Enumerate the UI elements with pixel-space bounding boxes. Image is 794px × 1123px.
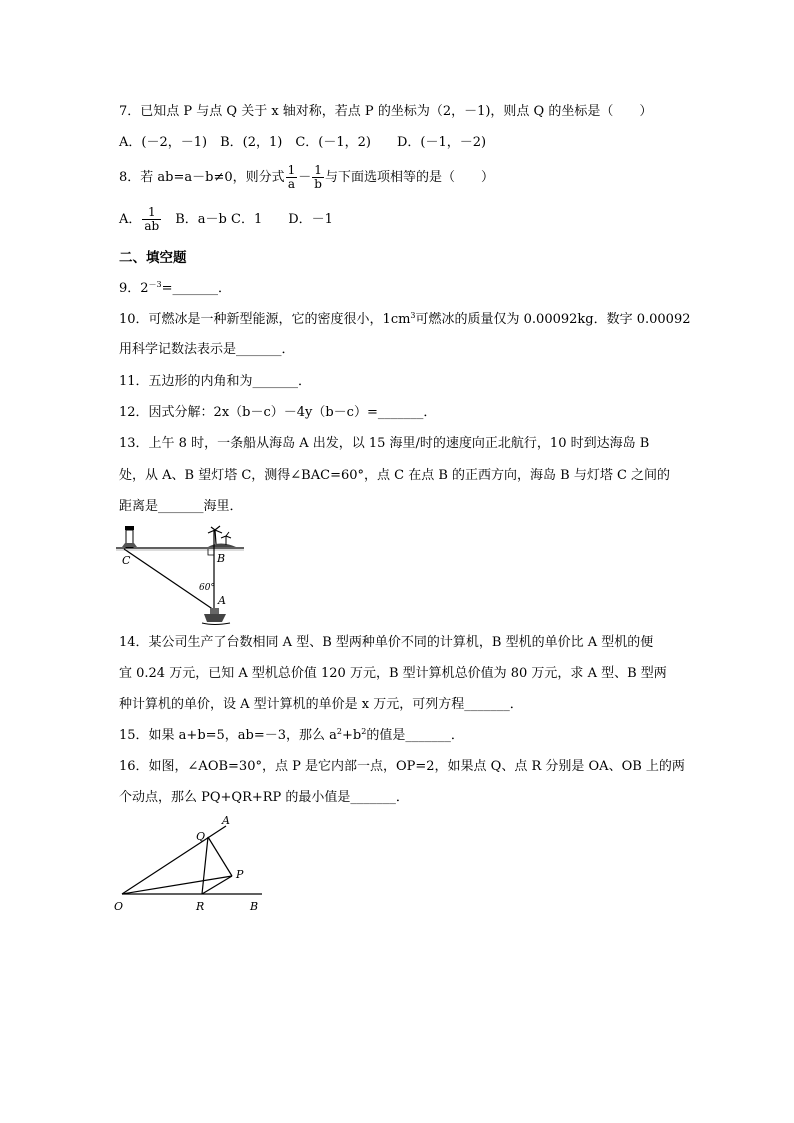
q9-exponent: －3 bbox=[148, 280, 162, 289]
q8-frac2-numerator: 1 bbox=[312, 164, 324, 178]
lighthouse-icon bbox=[122, 526, 137, 547]
q8-fraction-1-over-b bbox=[312, 164, 324, 191]
ship-icon bbox=[202, 608, 230, 625]
q10-line-1 bbox=[119, 311, 691, 329]
q7-stem: 7．已知点 P 与点 Q 关于 x 轴对称，若点 P 的坐标为（2，－1)，则点 Q 的坐标是（ ） bbox=[119, 104, 653, 119]
q13-line-ca bbox=[124, 549, 214, 610]
q13-lighthouse-figure bbox=[112, 522, 252, 626]
q8-opt-a-numerator: 1 bbox=[142, 206, 161, 220]
q16-ray-oa bbox=[122, 826, 226, 894]
island-palm-icon bbox=[208, 526, 236, 547]
q14-line-1: 14．某公司生产了台数相同 A 型、B 型两种单价不同的计算机，B 型机的单价比 A 型机的便 bbox=[119, 635, 654, 650]
q8-option-a-fraction bbox=[142, 206, 161, 233]
q15-text-pre: 15．如果 a+b=5，ab=－3，那么 a bbox=[119, 728, 337, 743]
q16-label-p: P bbox=[236, 868, 244, 881]
q13-line-3: 距离是_______海里． bbox=[119, 499, 243, 514]
q10-superscript: 3 bbox=[410, 311, 416, 320]
q9-text-pre: 9．2 bbox=[119, 281, 149, 296]
q13-label-a: A bbox=[218, 594, 226, 607]
q15-exponent-a: 2 bbox=[336, 727, 343, 736]
q15-text-mid: +b bbox=[342, 728, 362, 743]
q8-stem-text-a: 8．若 ab=a－b≠0，则分式 bbox=[119, 170, 285, 185]
q13-angle-label: 60° bbox=[199, 583, 215, 593]
q8-options bbox=[119, 206, 333, 234]
q8-frac1-denominator: a bbox=[287, 177, 295, 191]
q10-text-pre: 10．可燃冰是一种新型能源，它的密度很小，1cm bbox=[119, 312, 411, 327]
q11: 11．五边形的内角和为_______． bbox=[119, 374, 312, 389]
q16-label-r: R bbox=[196, 900, 205, 913]
q8-stem-text-b: 与下面选项相等的是（ ） bbox=[324, 170, 494, 185]
q8-frac1-numerator: 1 bbox=[287, 163, 296, 177]
q16-line-1: 16．如图，∠AOB=30°，点 P 是它内部一点，OP=2，如果点 Q、点 R 分别是 OA、OB 上的两 bbox=[119, 759, 685, 774]
q16-line-2: 个动点，那么 PQ+QR+RP 的最小值是_______． bbox=[119, 790, 409, 805]
q8-options-rest: B．a－b C．1 D．－1 bbox=[162, 212, 333, 227]
q15-exponent-b: 2 bbox=[361, 727, 367, 736]
q16-segment-qp bbox=[208, 837, 232, 876]
q13-line-2: 处，从 A、B 望灯塔 C，测得∠BAC=60°，点 C 在点 B 的正西方向，海岛 B 与灯塔 C 之间的 bbox=[119, 468, 671, 483]
q9 bbox=[119, 280, 231, 298]
q16-segment-op bbox=[122, 876, 232, 894]
q7-options: A．(－2，－1) B．(2，1) C．(－1，2) D．(－1，－2) bbox=[119, 135, 487, 150]
q9-text-post: =_______． bbox=[161, 281, 232, 296]
q16-label-q: Q bbox=[196, 830, 206, 843]
q13-label-b: B bbox=[217, 552, 226, 565]
q16-angle-figure bbox=[112, 812, 272, 916]
q14-line-2: 宜 0.24 万元，已知 A 型机总价值 120 万元，B 型计算机总价值为 80 万元，求 A 型、B 型两 bbox=[119, 666, 667, 681]
q8-frac2-denominator: b bbox=[314, 177, 322, 191]
q16-label-b: B bbox=[250, 900, 259, 913]
q16-label-a: A bbox=[222, 814, 230, 827]
q13-label-c: C bbox=[122, 554, 131, 567]
section-heading-fill-in: 二、填空题 bbox=[119, 250, 187, 266]
q10-text-post: 可燃冰的质量仅为 0.00092kg．数字 0.00092 bbox=[415, 312, 691, 327]
q14-line-3: 种计算机的单价，设 A 型计算机的单价是 x 万元，可列方程_______． bbox=[119, 697, 523, 712]
q16-segment-qr bbox=[202, 837, 208, 894]
q16-label-o: O bbox=[114, 900, 124, 913]
q8-fraction-1-over-a bbox=[286, 164, 298, 191]
q8-minus-sign: － bbox=[298, 170, 312, 185]
q12: 12．因式分解：2x（b－c）－4y（b－c）=_______． bbox=[119, 405, 437, 420]
q13-line-1: 13．上午 8 时，一条船从海岛 A 出发，以 15 海里/时的速度向正北航行，10 时到达海岛 B bbox=[119, 436, 650, 451]
q8-stem bbox=[119, 164, 494, 192]
q15-text-post: 的值是_______． bbox=[366, 728, 464, 743]
q15 bbox=[119, 727, 464, 745]
q10-line-2: 用科学记数法表示是_______． bbox=[119, 342, 295, 357]
q8-opt-a-denominator: ab bbox=[144, 219, 160, 233]
q8-option-a-label: A． bbox=[119, 212, 142, 227]
